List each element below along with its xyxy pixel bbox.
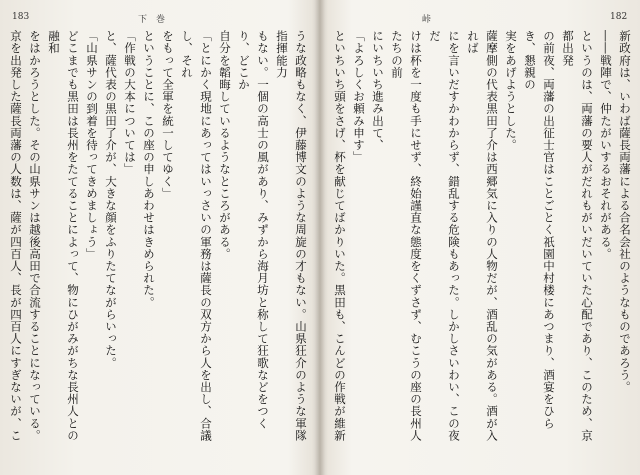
left-page-text xyxy=(8,30,310,450)
right-page-number: 182 xyxy=(610,12,628,22)
text-line: けは杯を一度も手にせず、終始謹直な態度をくずさず、むこうの座の長州人たちの前 xyxy=(390,30,423,442)
text-line: 実をあげようとした。 xyxy=(504,30,518,151)
left-page-number: 183 xyxy=(12,12,30,22)
text-line: の前夜、両藩の出征士官はことごとく祇園中村楼にあつまり、酒宴をひらき、懇親の xyxy=(523,30,556,430)
text-line: にを言いだすかわからず、錯乱する危険もあった。しかしさいわい、この夜だ xyxy=(428,30,461,442)
text-line: にいちいち進み出て、 xyxy=(371,30,385,151)
right-running-head: 峠 xyxy=(422,15,432,25)
text-line: 「作戦の大本については」 xyxy=(123,30,137,176)
text-line: 新政府は、いわば薩長両藩による合名会社のようなものであろう。 xyxy=(618,30,632,393)
text-line: 「とにかく現地にあってはいっさいの軍務は薩長の双方から人を出し、合議し、それ xyxy=(180,30,213,442)
text-line: といちいち頭をさげ、杯を献じてばかりいた。黒田も、こんどの作戦が維新 xyxy=(333,30,347,442)
text-line: 「山県サンの到着を待ってきめましょう」 xyxy=(85,30,99,260)
text-line: ということに、この座の申しあわせはきめられた。 xyxy=(142,30,156,309)
text-line: もない。一個の高士の風があり、みずから海月坊と称して狂歌などをつくり、どこか xyxy=(237,30,270,430)
text-line: 自分を韜晦しているようなところがある。 xyxy=(218,30,232,260)
text-line: というのは、両藩の要人がだれもがいだいていた心配であり、このため、京都出発 xyxy=(561,30,594,442)
text-line: どこまでも黒田は長州をたてることによって、物にひがみがちな長州人との融和 xyxy=(47,30,80,442)
right-page-text xyxy=(332,30,634,450)
text-line: をもって全軍を統一してゆく」 xyxy=(161,30,175,200)
text-line: をはかろうとした。その山県サンは越後高田で合流することになっている。 xyxy=(28,30,42,442)
text-line: と、薩代表の黒田了介が、大きな顔をふりたてながらいった。 xyxy=(104,30,118,369)
text-line: 「よろしくお頼み申す」 xyxy=(352,30,366,164)
text-line: ――戦陣で、仲たがいするおそれがある。 xyxy=(599,30,613,260)
text-line: うな政略もなく、伊藤博文のような周旋の才もない。山県狂介のような軍隊指揮能力 xyxy=(275,30,308,442)
right-page xyxy=(320,0,640,475)
text-line: 京を出発した薩長両藩の人数は、薩が四百人、長が四百人にすぎないが、こ xyxy=(9,30,23,442)
text-line: 薩摩側の代表黒田了介は西郷気に入りの人物だが、酒乱の気がある。酒が入れば xyxy=(466,30,499,442)
left-running-head: 下 巻 xyxy=(138,15,166,25)
book-gutter xyxy=(312,0,328,475)
